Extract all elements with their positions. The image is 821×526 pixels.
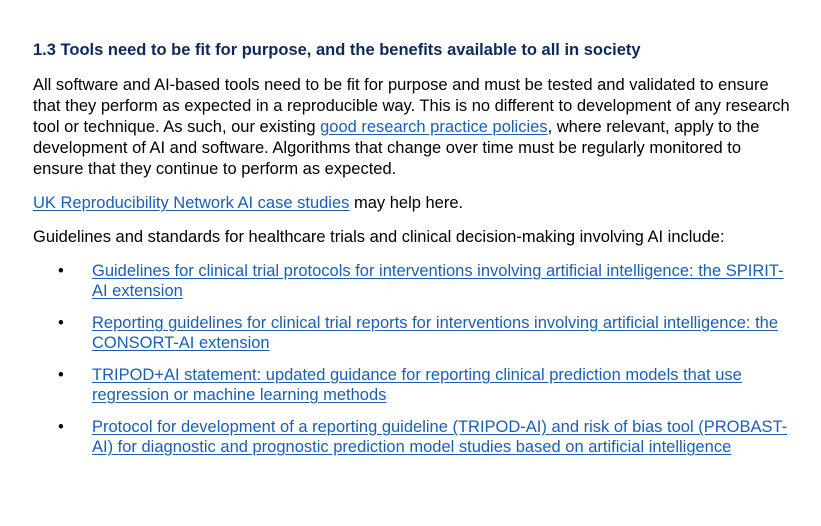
bullet-icon: • bbox=[58, 418, 64, 436]
list-item bbox=[33, 313, 791, 353]
intro-text-before: All software and AI-based tools need to be fit for purpose and must be tested and validated to ensure that they perform as expected in a reproducible way. This is no different to development of any research tool or technique. As such, our existing bbox=[33, 76, 790, 136]
good-research-practice-link[interactable]: good research practice policies bbox=[320, 118, 548, 136]
section-heading: 1.3 Tools need to be fit for purpose, and the benefits available to all in society bbox=[33, 41, 641, 59]
guidelines-list bbox=[33, 261, 791, 457]
list-item bbox=[33, 365, 791, 405]
tripod-ai-statement-link[interactable]: TRIPOD+AI statement: updated guidance for reporting clinical prediction models that use regression or machine learning methods bbox=[92, 366, 742, 404]
list-item bbox=[33, 417, 791, 457]
bullet-icon: • bbox=[58, 262, 64, 280]
bullet-icon: • bbox=[58, 314, 64, 332]
list-item bbox=[33, 261, 791, 301]
guidelines-intro: Guidelines and standards for healthcare trials and clinical decision-making involving AI include: bbox=[33, 228, 725, 246]
case-studies-paragraph bbox=[33, 193, 791, 214]
probast-ai-protocol-link[interactable]: Protocol for development of a reporting guideline (TRIPOD-AI) and risk of bias tool (PROBAST-AI) for diagnostic and prognostic prediction model studies based on artificial intelligence bbox=[92, 418, 788, 456]
spirit-ai-link[interactable]: Guidelines for clinical trial protocols for interventions involving artificial intelligence: the SPIRIT-AI extension bbox=[92, 262, 784, 300]
bullet-icon: • bbox=[58, 366, 64, 384]
intro-paragraph bbox=[33, 75, 791, 180]
intro-text-after: , where relevant, apply to the development of AI and software. Algorithms that change over time must be regularly monitored to ensure that they continue to perform as expected. bbox=[33, 118, 760, 178]
ukrn-case-studies-link[interactable]: UK Reproducibility Network AI case studies bbox=[33, 194, 350, 212]
consort-ai-link[interactable]: Reporting guidelines for clinical trial reports for interventions involving artificial intelligence: the CONSORT-AI extension bbox=[92, 314, 779, 352]
case-studies-text: may help here. bbox=[349, 194, 464, 212]
